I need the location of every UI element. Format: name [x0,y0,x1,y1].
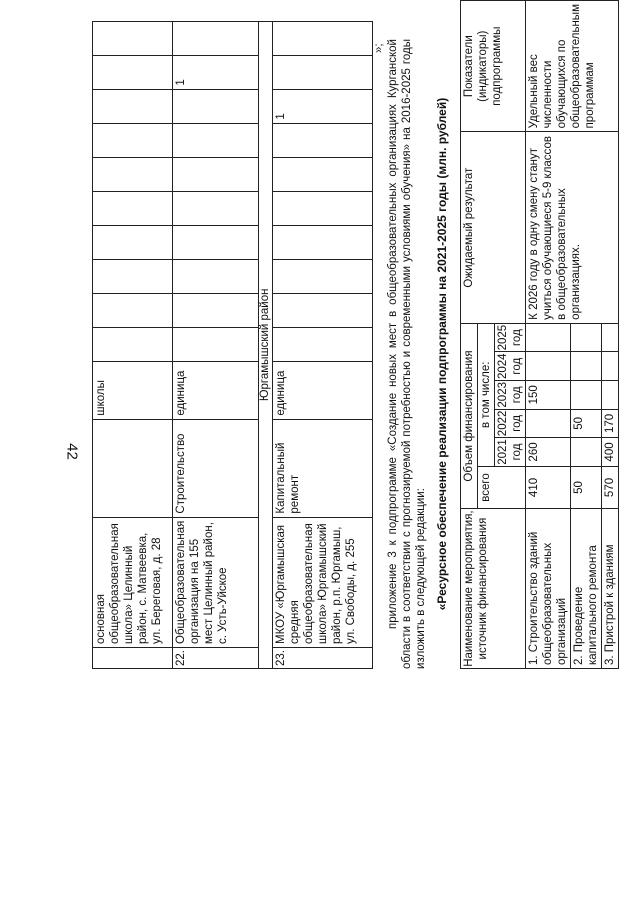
row-number: 23. [273,648,373,669]
expected-result: К 2026 году в одну смену станут учиться обучающиеся 5-9 классов в общеобразовательных организациях. [526,132,619,323]
total-cell: 570 [602,466,619,508]
table-row [93,21,173,668]
page-number: 42 [63,443,81,460]
header-year: 2024 год [495,352,526,381]
facility-name: основная общеобразовательная школа» Целинный район, с. Матвеевка, ул. Береговая, д. 28 [93,517,173,647]
header-including: в том числе: [478,323,495,466]
header-year: 2022 год [495,409,526,438]
total-cell: 410 [526,466,571,508]
amendment-paragraph: приложение 3 к подпрограмме «Создание новых мест в общеобразовательных организациях Курганской области в соответствии с прогнозируемой потребностью и современными условиями обучения» на 2016-2025 годы изложить в следующей редакции: [387,39,427,669]
table-row: 3. Пристрой к зданиям 570 400 170 [602,1,619,669]
value-cell: 1 [173,55,259,89]
unit: единица [173,361,259,419]
funding-table [460,0,619,669]
header-year: 2023 год [495,381,526,410]
total-cell: 50 [571,466,602,508]
table-row [273,21,373,668]
table-row: 1. Строительство зданий общеобразовательных организаций 410 260 150 К 2026 году в одну смену станут учиться обучающиеся 5-9 классов в общеобразовательных организациях. Удельный вес численности обучающихся по общеобразовательным программам [526,1,571,669]
activity-name: 2. Проведение капитального ремонта [571,509,602,669]
work-type: Капитальный ремонт [273,419,373,517]
row-number: 22. [173,648,259,669]
table-row: 2. Проведение капитального ремонта 50 50 [571,1,602,669]
header-volume: Объем финансирования [461,323,478,508]
unit: школы [93,361,173,419]
closing-quote: »; [373,43,385,53]
table-row [173,21,259,668]
header-name: Наименование мероприятия, источник финансирования [461,509,526,669]
indicator-text: Удельный вес численности обучающихся по общеобразовательным программам [526,1,619,132]
facility-name: Общеобразовательная организация на 155 мест Целинный район, с. Усть-Уйское [173,517,259,647]
activity-name: 3. Пристрой к зданиям [602,509,619,669]
region-row [259,21,273,668]
facilities-table [92,21,373,669]
section-heading: «Ресурсное обеспечение реализации подпрограммы на 2021-2025 годы (млн. рублей) [435,97,449,611]
header-year: 2025 год [495,323,526,352]
activity-name: 1. Строительство зданий общеобразовательных организаций [526,509,571,669]
unit: единица [273,361,373,419]
header-indicators: Показатели (индикаторы) подпрограммы [461,1,526,132]
header-year: 2021 год [495,438,526,467]
work-type [93,419,173,517]
header-result: Ожидаемый результат [461,132,526,323]
work-type: Строительство [173,419,259,517]
header-total: всего [478,466,526,508]
region-label: Юргамышский район [259,21,273,668]
value-cell: 1 [273,89,373,123]
facility-name: МКОУ «Юргамышская средняя общеобразовательная школа» Юргамышский район, р.п. Юргамыш, ул. Свободы, д. 255 [273,517,373,647]
